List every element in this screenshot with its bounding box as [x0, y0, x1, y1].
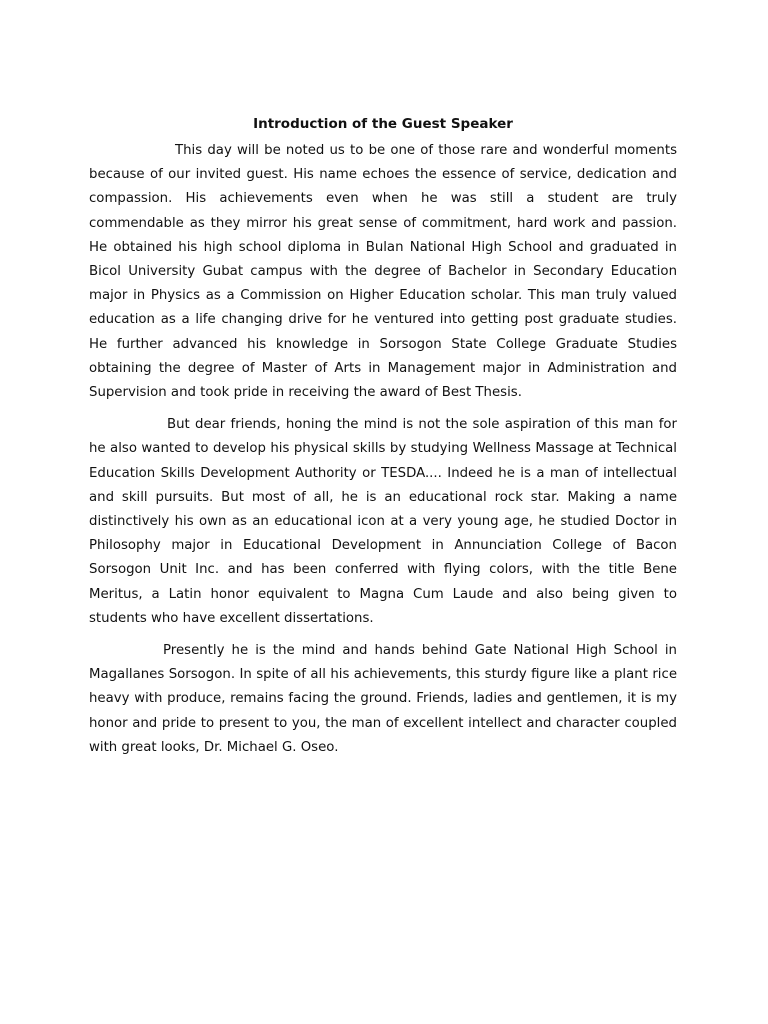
- paragraph-closing: Presently he is the mind and hands behind Gate National High School in Magallanes Sorsogon. In spite of all his achievements, this sturdy figure like a plant rice heavy with produce, remains facing the ground. Friends, ladies and gentlemen, it is my honor and pride to present to you, the man of excellent intellect and character coupled with great looks, Dr. Michael G. Oseo.: [89, 643, 677, 755]
- document-title: Introduction of the Guest Speaker: [253, 116, 513, 132]
- paragraph-intro: This day will be noted us to be one of those rare and wonderful moments because of our invited guest. His name echoes the essence of service, dedication and compassion. His achievements even when he was still a student are truly commendable as they mirror his great sense of commitment, hard work and passion. He obtained his high school diploma in Bulan National High School and graduated in Bicol University Gubat campus with the degree of Bachelor in Secondary Education major in Physics as a Commission on Higher Education scholar. This man truly valued education as a life changing drive for he ventured into getting post graduate studies. He further advanced his knowledge in Sorsogon State College Graduate Studies obtaining the degree of Master of Arts in Management major in Administration and Supervision and took pride in receiving the award of Best Thesis.: [89, 143, 677, 401]
- document-page: [89, 112, 677, 768]
- paragraph-skills: But dear friends, honing the mind is not the sole aspiration of this man for he also wanted to develop his physical skills by studying Wellness Massage at Technical Education Skills Development Authority or TESDA.... Indeed he is a man of intellectual and skill pursuits. But most of all, he is an educational rock star. Making a name distinctively his own as an educational icon at a very young age, he studied Doctor in Philosophy major in Educational Development in Annunciation College of Bacon Sorsogon Unit Inc. and has been conferred with flying colors, with the title Bene Meritus, a Latin honor equivalent to Magna Cum Laude and also being given to students who have excellent dissertations.: [89, 417, 677, 626]
